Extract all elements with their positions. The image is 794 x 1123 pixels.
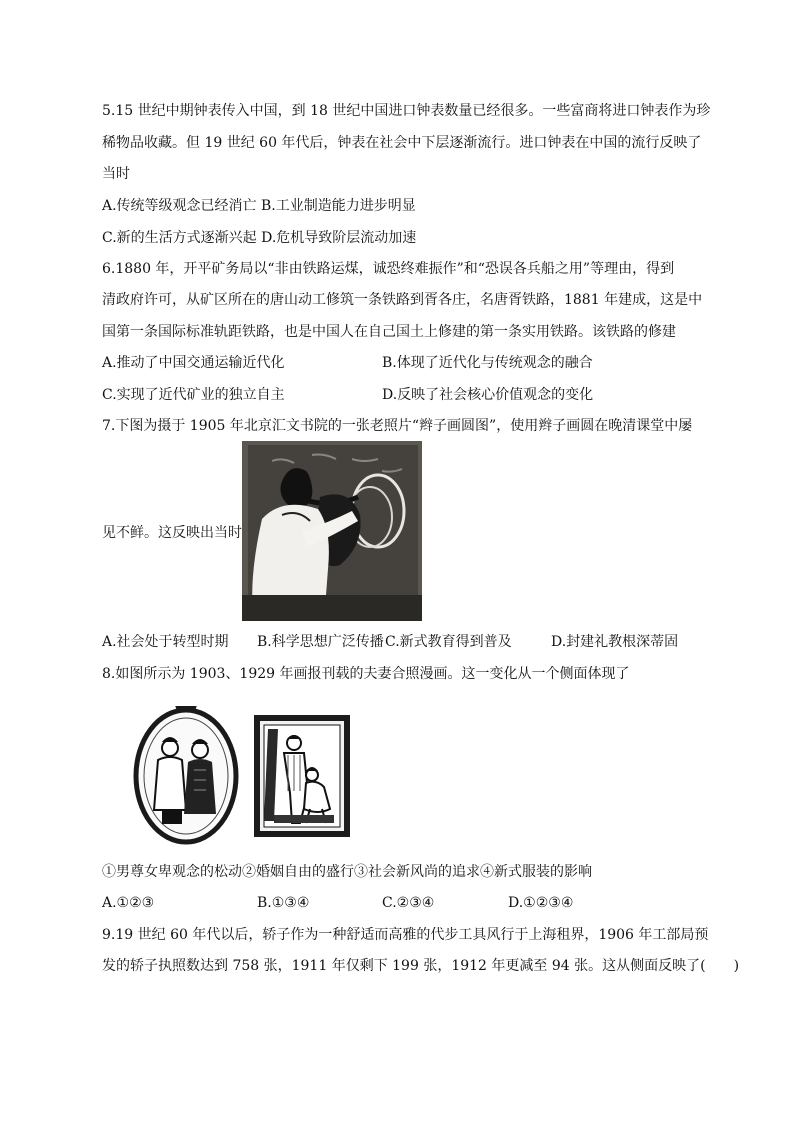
- q7-option-d: D.封建礼教根深蒂固: [551, 634, 679, 650]
- q7-option-a: A.社会处于转型时期: [102, 634, 229, 650]
- couple-cartoon-1903: [132, 706, 240, 846]
- q6-option-c: C.实现了近代矿业的独立自主: [102, 387, 285, 403]
- q5-stem-line-2: 稀物品收藏。但 19 世纪 60 年代后，钟表在社会中下层逐渐流行。进口钟表在中国的流行反映了: [102, 135, 702, 151]
- q5-options-line-2: C.新的生活方式逐渐兴起 D.危机导致阶层流动加速: [102, 230, 417, 246]
- q6-stem-line-1: 6.1880 年，开平矿务局以“非由铁路运煤，诚恐终难振作”和“恐误各兵船之用”等理由，得到: [102, 261, 675, 277]
- q6-stem-line-2: 清政府许可，从矿区所在的唐山动工修筑一条铁路到胥各庄，名唐胥铁路，1881 年建成，这是中: [102, 292, 703, 308]
- q6-stem-line-3: 国第一条国际标准轨距铁路，也是中国人在自己国土上修建的第一条实用铁路。该铁路的修建: [102, 324, 676, 340]
- q5-stem-line-1: 5.15 世纪中期钟表传入中国，到 18 世纪中国进口钟表数量已经很多。一些富商将进口钟表作为珍: [102, 103, 711, 119]
- q7-stem-line-2: 见不鲜。这反映出当时: [102, 525, 242, 541]
- q8-items: ①男尊女卑观念的松动②婚姻自由的盛行③社会新风尚的追求④新式服装的影响: [102, 864, 592, 880]
- q8-stem-line-1: 8.如图所示为 1903、1929 年画报刊载的夫妻合照漫画。这一变化从一个侧面体现了: [102, 666, 630, 682]
- q5-options-line-1: A.传统等级观念已经消亡 B.工业制造能力进步明显: [102, 198, 416, 214]
- couple-cartoon-1929-illustration: [254, 715, 350, 837]
- classroom-photo: [242, 441, 422, 621]
- couple-cartoon-1903-illustration: [132, 706, 240, 846]
- q5-stem-line-3: 当时: [102, 166, 130, 182]
- q6-option-a: A.推动了中国交通运输近代化: [102, 355, 285, 371]
- q9-stem-line-1: 9.19 世纪 60 年代以后，轿子作为一种舒适而高雅的代步工具风行于上海租界，1906 年工部局预: [102, 927, 709, 943]
- couple-cartoon-1929: [254, 715, 350, 837]
- q7-option-c: C.新式教育得到普及: [385, 634, 512, 650]
- q8-option-d: D.①②③④: [508, 895, 574, 911]
- q6-option-b: B.体现了近代化与传统观念的融合: [382, 355, 593, 371]
- q6-option-d: D.反映了社会核心价值观念的变化: [382, 387, 594, 403]
- q8-option-a: A.①②③: [102, 895, 155, 911]
- q7-stem-line-1: 7.下图为摄于 1905 年北京汇文书院的一张老照片“辫子画圆图”，使用辫子画圆在晚清课堂中屡: [102, 418, 693, 434]
- q8-option-c: C.②③④: [382, 895, 435, 911]
- q8-option-b: B.①③④: [257, 895, 310, 911]
- braid-drawing-photo-illustration: [242, 441, 422, 621]
- q9-stem-line-2: 发的轿子执照数达到 758 张，1911 年仅剩下 199 张，1912 年更减至 94 张。这从侧面反映了( ): [102, 958, 740, 974]
- q7-option-b: B.科学思想广泛传播: [257, 634, 384, 650]
